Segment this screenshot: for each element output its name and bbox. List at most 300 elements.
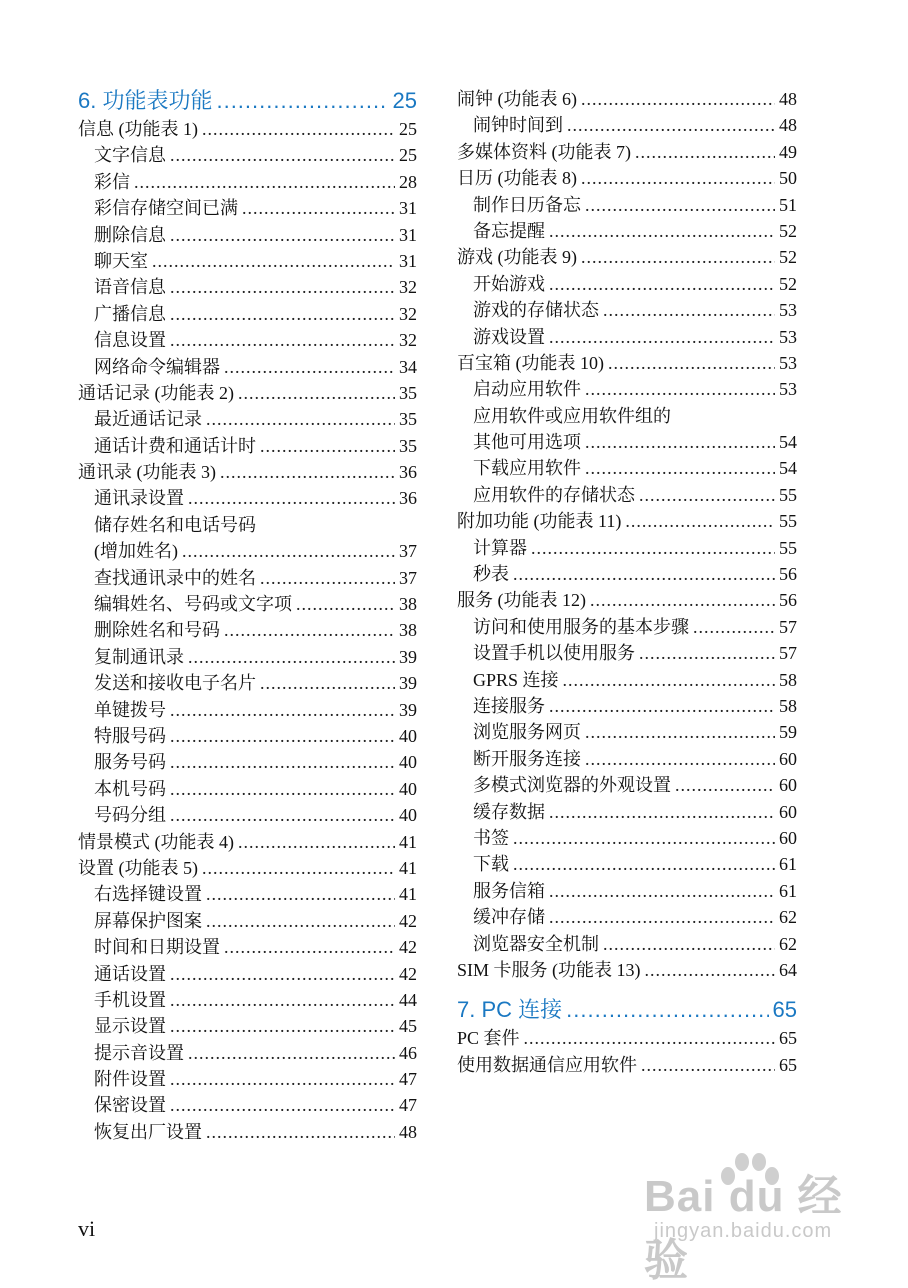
toc-entry-page: 65 <box>779 1054 797 1075</box>
toc-entry-page: 31 <box>399 198 417 219</box>
toc-entry-title: 书签 <box>473 827 509 848</box>
dot-leader <box>567 112 775 138</box>
toc-entry-page: 60 <box>779 801 797 822</box>
toc-entry[interactable] <box>457 455 797 481</box>
toc-entry[interactable] <box>78 142 417 168</box>
dot-leader <box>513 825 775 851</box>
toc-entry-page: 31 <box>399 250 417 271</box>
toc-entry[interactable] <box>457 799 797 825</box>
toc-entry[interactable] <box>78 617 417 643</box>
toc-entry-page: 59 <box>779 722 797 743</box>
toc-entry-page: 31 <box>399 224 417 245</box>
dot-leader <box>238 829 395 855</box>
toc-entry[interactable] <box>78 195 417 221</box>
toc-entry[interactable] <box>457 429 797 455</box>
toc-entry[interactable] <box>78 723 417 749</box>
toc-entry-page: 52 <box>779 220 797 241</box>
toc-entry-title: 应用软件的存储状态 <box>473 484 635 505</box>
dot-leader <box>170 961 395 987</box>
toc-entry[interactable] <box>78 776 417 802</box>
toc-entry[interactable] <box>457 192 797 218</box>
toc-entry[interactable] <box>457 1052 797 1078</box>
toc-entry[interactable] <box>78 855 417 881</box>
toc-entry-title: 多模式浏览器的外观设置 <box>473 775 671 796</box>
toc-entry-page: 35 <box>399 409 417 430</box>
toc-entry-page: 64 <box>779 959 797 980</box>
dot-leader <box>524 1025 775 1051</box>
toc-entry-title: 闹钟时间到 <box>473 115 563 136</box>
toc-entry-page: 34 <box>399 356 417 377</box>
toc-entry-title: 使用数据通信应用软件 <box>457 1054 637 1075</box>
toc-entry-page: 60 <box>779 775 797 796</box>
toc-entry[interactable] <box>78 829 417 855</box>
toc-entry[interactable] <box>457 693 797 719</box>
dot-leader <box>170 222 395 248</box>
toc-entry-title: 提示音设置 <box>94 1042 184 1063</box>
toc-entry[interactable] <box>457 482 797 508</box>
dot-leader <box>170 723 395 749</box>
toc-entry[interactable] <box>457 587 797 613</box>
toc-entry-title: 复制通讯录 <box>94 646 184 667</box>
toc-entry-page: 41 <box>399 884 417 905</box>
toc-entry-title: 特服号码 <box>94 725 166 746</box>
toc-entry-title: 广播信息 <box>94 303 166 324</box>
toc-entry-page: 57 <box>779 643 797 664</box>
dot-leader <box>585 429 775 455</box>
toc-entry-title: 应用软件或应用软件组的 <box>473 405 671 426</box>
toc-entry-page: 36 <box>399 462 417 483</box>
toc-entry-title: 情景模式 (功能表 4) <box>78 831 234 852</box>
toc-entry[interactable] <box>78 644 417 670</box>
toc-entry[interactable] <box>78 591 417 617</box>
dot-leader <box>625 508 775 534</box>
toc-entry-title: 设置 (功能表 5) <box>78 857 198 878</box>
toc-entry[interactable] <box>78 881 417 907</box>
dot-leader <box>645 957 776 983</box>
toc-entry-title: 服务号码 <box>94 752 166 773</box>
toc-entry-page: 42 <box>399 963 417 984</box>
toc-entry-title: 连接服务 <box>473 695 545 716</box>
toc-entry-title: 断开服务连接 <box>473 748 581 769</box>
toc-entry[interactable] <box>78 749 417 775</box>
toc-entry-title: 彩信 <box>94 171 130 192</box>
toc-entry[interactable] <box>457 112 797 138</box>
toc-entry[interactable] <box>78 433 417 459</box>
toc-entry-page: 40 <box>399 725 417 746</box>
dot-leader <box>296 591 395 617</box>
toc-entry[interactable] <box>78 327 417 353</box>
toc-entry-page: 25 <box>399 145 417 166</box>
toc-entry-title: 服务信箱 <box>473 880 545 901</box>
toc-entry-page: 45 <box>399 1016 417 1037</box>
dot-leader <box>206 908 395 934</box>
toc-entry-page: 39 <box>399 699 417 720</box>
toc-entry-title: 游戏 (功能表 9) <box>457 247 577 268</box>
toc-entry-title: 信息 (功能表 1) <box>78 119 198 139</box>
toc-chapter-entry[interactable] <box>457 995 797 1025</box>
dot-leader <box>513 851 775 877</box>
toc-entry[interactable] <box>457 957 797 983</box>
toc-entry-title: 查找通讯录中的姓名 <box>94 567 256 588</box>
toc-entry-title: 编辑姓名、号码或文字项 <box>94 594 292 615</box>
toc-entry[interactable] <box>78 274 417 300</box>
toc-entry-page: 38 <box>399 594 417 615</box>
toc-entry[interactable] <box>457 324 797 350</box>
dot-leader <box>170 987 395 1013</box>
dot-leader <box>134 169 395 195</box>
toc-entry[interactable] <box>457 271 797 297</box>
toc-entry-page: 53 <box>779 326 797 347</box>
toc-entry-page: 25 <box>399 119 417 139</box>
toc-entry-page: 48 <box>399 1121 417 1142</box>
toc-entry[interactable] <box>457 139 797 165</box>
watermark-url: jingyan.baidu.com <box>654 1220 833 1242</box>
toc-entry-title: 通讯录 (功能表 3) <box>78 462 216 483</box>
toc-entry[interactable] <box>457 851 797 877</box>
toc-entry-page: 32 <box>399 277 417 298</box>
dot-leader <box>220 459 395 485</box>
toc-entry-title: 游戏设置 <box>473 326 545 347</box>
toc-entry-title: (增加姓名) <box>94 541 178 562</box>
dot-leader <box>566 995 768 1025</box>
toc-entry[interactable] <box>78 802 417 828</box>
toc-entry-page: 38 <box>399 620 417 641</box>
toc-entry[interactable] <box>457 667 797 693</box>
toc-entry[interactable] <box>78 354 417 380</box>
toc-entry[interactable] <box>457 350 797 376</box>
toc-entry-title: 本机号码 <box>94 778 166 799</box>
toc-entry-title: 网络命令编辑器 <box>94 356 220 377</box>
toc-entry-page: 53 <box>779 300 797 321</box>
dot-leader <box>581 165 775 191</box>
toc-chapter-entry[interactable] <box>78 86 417 116</box>
toc-entry-title: 信息设置 <box>94 330 166 351</box>
toc-entry[interactable] <box>457 297 797 323</box>
toc-entry-page: 53 <box>779 379 797 400</box>
toc-entry-title: 浏览器安全机制 <box>473 933 599 954</box>
toc-entry-title: 储存姓名和电话号码 <box>94 514 256 535</box>
dot-leader <box>260 433 395 459</box>
toc-entry-title: 百宝箱 (功能表 10) <box>457 352 604 373</box>
toc-entry-title: 删除信息 <box>94 224 166 245</box>
toc-entry-title: 启动应用软件 <box>473 379 581 400</box>
toc-entry[interactable] <box>457 746 797 772</box>
dot-leader <box>639 482 775 508</box>
toc-entry-page: 40 <box>399 805 417 826</box>
dot-leader <box>170 697 395 723</box>
toc-entry[interactable] <box>457 614 797 640</box>
toc-entry[interactable] <box>78 222 417 248</box>
toc-entry[interactable] <box>457 719 797 745</box>
toc-entry-title: 显示设置 <box>94 1016 166 1037</box>
toc-entry-title: 手机设置 <box>94 989 166 1010</box>
dot-leader <box>224 617 395 643</box>
toc-entry[interactable] <box>457 218 797 244</box>
dot-leader <box>549 904 775 930</box>
toc-entry-page: 42 <box>399 910 417 931</box>
watermark-logo: Bai du 经验 <box>644 1172 843 1285</box>
toc-entry-page: 55 <box>779 511 797 532</box>
dot-leader <box>170 301 395 327</box>
toc-entry-page: 65 <box>772 997 797 1023</box>
toc-entry-title: 制作日历备忘 <box>473 194 581 215</box>
toc-entry-page: 48 <box>779 89 797 109</box>
dot-leader <box>224 354 395 380</box>
toc-right-column <box>457 86 797 1078</box>
toc-entry-title: 闹钟 (功能表 6) <box>457 89 577 109</box>
toc-entry[interactable] <box>457 878 797 904</box>
toc-entry[interactable] <box>457 931 797 957</box>
dot-leader <box>603 931 775 957</box>
toc-entry-title: 开始游戏 <box>473 273 545 294</box>
toc-entry-title: 附加功能 (功能表 11) <box>457 511 622 532</box>
toc-entry-title: 文字信息 <box>94 145 166 166</box>
toc-entry[interactable] <box>457 508 797 534</box>
toc-entry[interactable] <box>78 1119 417 1145</box>
toc-entry-page: 61 <box>779 880 797 901</box>
watermark <box>644 1150 874 1285</box>
toc-entry-title: GPRS 连接 <box>473 669 559 690</box>
toc-entry-page: 41 <box>399 831 417 852</box>
toc-entry-title: 通话计费和通话计时 <box>94 435 256 456</box>
toc-entry[interactable] <box>457 535 797 561</box>
toc-entry-page: 37 <box>399 567 417 588</box>
toc-entry-page: 39 <box>399 673 417 694</box>
toc-entry-page: 53 <box>779 352 797 373</box>
toc-entry[interactable] <box>78 908 417 934</box>
toc-entry-page: 62 <box>779 933 797 954</box>
toc-entry-page: 54 <box>779 458 797 479</box>
toc-entry-page: 32 <box>399 303 417 324</box>
toc-entry[interactable] <box>78 380 417 406</box>
toc-entry-title: PC 套件 <box>457 1028 520 1049</box>
toc-entry-page: 51 <box>779 194 797 215</box>
dot-leader <box>581 244 775 270</box>
toc-entry-page: 55 <box>779 537 797 558</box>
dot-leader <box>693 614 775 640</box>
dot-leader <box>170 1013 395 1039</box>
toc-entry[interactable] <box>78 485 417 511</box>
dot-leader <box>206 406 395 432</box>
toc-entry-title: 计算器 <box>473 537 527 558</box>
toc-entry-title: 其他可用选项 <box>473 432 581 453</box>
dot-leader <box>170 1092 395 1118</box>
toc-entry[interactable] <box>78 961 417 987</box>
dot-leader <box>260 670 395 696</box>
dot-leader <box>188 1040 395 1066</box>
toc-entry-title: 多媒体资料 (功能表 7) <box>457 141 631 162</box>
toc-entry[interactable] <box>78 538 417 564</box>
toc-entry-page: 65 <box>779 1028 797 1049</box>
toc-entry[interactable] <box>78 1040 417 1066</box>
dot-leader <box>216 86 388 116</box>
dot-leader <box>563 667 775 693</box>
toc-entry-page: 60 <box>779 827 797 848</box>
dot-leader <box>182 538 395 564</box>
dot-leader <box>549 799 775 825</box>
toc-entry-title: 单键拨号 <box>94 699 166 720</box>
dot-leader <box>585 192 775 218</box>
toc-entry-page: 37 <box>399 541 417 562</box>
dot-leader <box>641 1052 775 1078</box>
toc-left-column <box>78 86 417 1145</box>
toc-entry[interactable] <box>78 248 417 274</box>
toc-entry[interactable] <box>457 86 797 112</box>
toc-entry[interactable] <box>457 376 797 402</box>
dot-leader <box>170 327 395 353</box>
toc-entry-page: 61 <box>779 854 797 875</box>
dot-leader <box>585 746 775 772</box>
toc-entry[interactable] <box>457 244 797 270</box>
toc-entry-title: 访问和使用服务的基本步骤 <box>473 616 689 637</box>
toc-entry-title: 日历 (功能表 8) <box>457 168 577 189</box>
toc-entry-title: 备忘提醒 <box>473 220 545 241</box>
toc-entry[interactable] <box>457 904 797 930</box>
toc-entry-page: 46 <box>399 1042 417 1063</box>
dot-leader <box>170 1066 395 1092</box>
toc-entry-page: 56 <box>779 590 797 611</box>
toc-entry[interactable] <box>78 301 417 327</box>
dot-leader <box>549 878 775 904</box>
dot-leader <box>531 535 775 561</box>
toc-entry[interactable] <box>78 169 417 195</box>
toc-entry-page: 32 <box>399 330 417 351</box>
toc-entry-title: 缓冲存储 <box>473 907 545 928</box>
toc-entry-page: 25 <box>392 88 417 113</box>
dot-leader <box>513 561 775 587</box>
toc-entry-page: 62 <box>779 907 797 928</box>
dot-leader <box>549 324 775 350</box>
toc-entry[interactable] <box>78 512 417 538</box>
toc-entry-page: 56 <box>779 564 797 585</box>
dot-leader <box>170 142 395 168</box>
toc-entry-title: 恢复出厂设置 <box>94 1121 202 1142</box>
toc-entry-title: 彩信存储空间已满 <box>94 198 238 219</box>
toc-entry-page: 55 <box>779 484 797 505</box>
toc-entry[interactable] <box>78 697 417 723</box>
dot-leader <box>549 271 775 297</box>
page-number: vi <box>78 1216 96 1241</box>
toc-entry[interactable] <box>457 1025 797 1051</box>
toc-entry-title: 下载应用软件 <box>473 458 581 479</box>
toc-entry[interactable] <box>78 406 417 432</box>
toc-entry-page: 52 <box>779 247 797 268</box>
toc-entry-page: 40 <box>399 752 417 773</box>
toc-entry-title: 浏览服务网页 <box>473 722 581 743</box>
toc-entry-page: 50 <box>779 168 797 189</box>
toc-entry[interactable] <box>78 670 417 696</box>
dot-leader <box>581 86 775 112</box>
toc-entry-page: 52 <box>779 273 797 294</box>
dot-leader <box>585 719 775 745</box>
dot-leader <box>608 350 775 376</box>
dot-leader <box>170 802 395 828</box>
toc-entry-title: 保密设置 <box>94 1095 166 1116</box>
toc-entry-title: 右选择键设置 <box>94 884 202 905</box>
toc-entry-page: 35 <box>399 382 417 403</box>
toc-entry[interactable] <box>78 1092 417 1118</box>
toc-entry[interactable] <box>457 772 797 798</box>
dot-leader <box>238 380 395 406</box>
toc-entry-title: 号码分组 <box>94 805 166 826</box>
dot-leader <box>188 644 395 670</box>
toc-entry-title: 缓存数据 <box>473 801 545 822</box>
dot-leader <box>639 640 775 666</box>
section-gap <box>457 983 797 995</box>
toc-entry-page: 60 <box>779 748 797 769</box>
dot-leader <box>202 116 395 142</box>
toc-entry-title: 聊天室 <box>94 250 148 271</box>
toc-entry[interactable] <box>457 640 797 666</box>
toc-entry[interactable] <box>78 987 417 1013</box>
toc-entry-title: 语音信息 <box>94 277 166 298</box>
dot-leader <box>206 881 395 907</box>
dot-leader <box>224 934 395 960</box>
toc-entry[interactable] <box>78 116 417 142</box>
toc-entry[interactable] <box>78 565 417 591</box>
dot-leader <box>260 565 395 591</box>
dot-leader <box>585 455 775 481</box>
toc-entry[interactable] <box>457 403 797 429</box>
toc-entry-page: 47 <box>399 1095 417 1116</box>
toc-entry-page: 57 <box>779 616 797 637</box>
toc-entry-page: 54 <box>779 432 797 453</box>
toc-entry-title: 秒表 <box>473 564 509 585</box>
toc-entry-title: 6. 功能表功能 <box>78 88 213 113</box>
dot-leader <box>585 376 775 402</box>
toc-entry-title: 时间和日期设置 <box>94 937 220 958</box>
dot-leader <box>188 485 395 511</box>
dot-leader <box>590 587 775 613</box>
toc-entry-page: 41 <box>399 857 417 878</box>
toc-entry[interactable] <box>78 934 417 960</box>
toc-entry[interactable] <box>78 1013 417 1039</box>
toc-entry-page: 39 <box>399 646 417 667</box>
toc-entry-title: SIM 卡服务 (功能表 13) <box>457 959 641 980</box>
toc-entry-page: 48 <box>779 115 797 136</box>
dot-leader <box>603 297 775 323</box>
toc-entry-title: 附件设置 <box>94 1069 166 1090</box>
toc-entry-title: 下载 <box>473 854 509 875</box>
dot-leader <box>242 195 395 221</box>
dot-leader <box>152 248 395 274</box>
dot-leader <box>170 274 395 300</box>
toc-entry-page: 42 <box>399 937 417 958</box>
toc-entry-title: 游戏的存储状态 <box>473 300 599 321</box>
toc-entry[interactable] <box>78 459 417 485</box>
dot-leader <box>206 1119 395 1145</box>
toc-entry[interactable] <box>457 561 797 587</box>
toc-entry-title: 发送和接收电子名片 <box>94 673 256 694</box>
toc-entry-title: 设置手机以使用服务 <box>473 643 635 664</box>
toc-entry[interactable] <box>457 165 797 191</box>
toc-entry-title: 屏幕保护图案 <box>94 910 202 931</box>
toc-entry-page: 36 <box>399 488 417 509</box>
dot-leader <box>675 772 775 798</box>
dot-leader <box>202 855 395 881</box>
toc-entry-title: 通话设置 <box>94 963 166 984</box>
toc-entry-title: 7. PC 连接 <box>457 997 563 1023</box>
toc-entry-title: 服务 (功能表 12) <box>457 590 586 611</box>
toc-entry[interactable] <box>457 825 797 851</box>
toc-entry-page: 28 <box>399 171 417 192</box>
toc-entry-page: 40 <box>399 778 417 799</box>
toc-entry-title: 通话记录 (功能表 2) <box>78 382 234 403</box>
toc-entry-title: 最近通话记录 <box>94 409 202 430</box>
toc-entry-page: 49 <box>779 141 797 162</box>
toc-entry[interactable] <box>78 1066 417 1092</box>
toc-entry-page: 35 <box>399 435 417 456</box>
